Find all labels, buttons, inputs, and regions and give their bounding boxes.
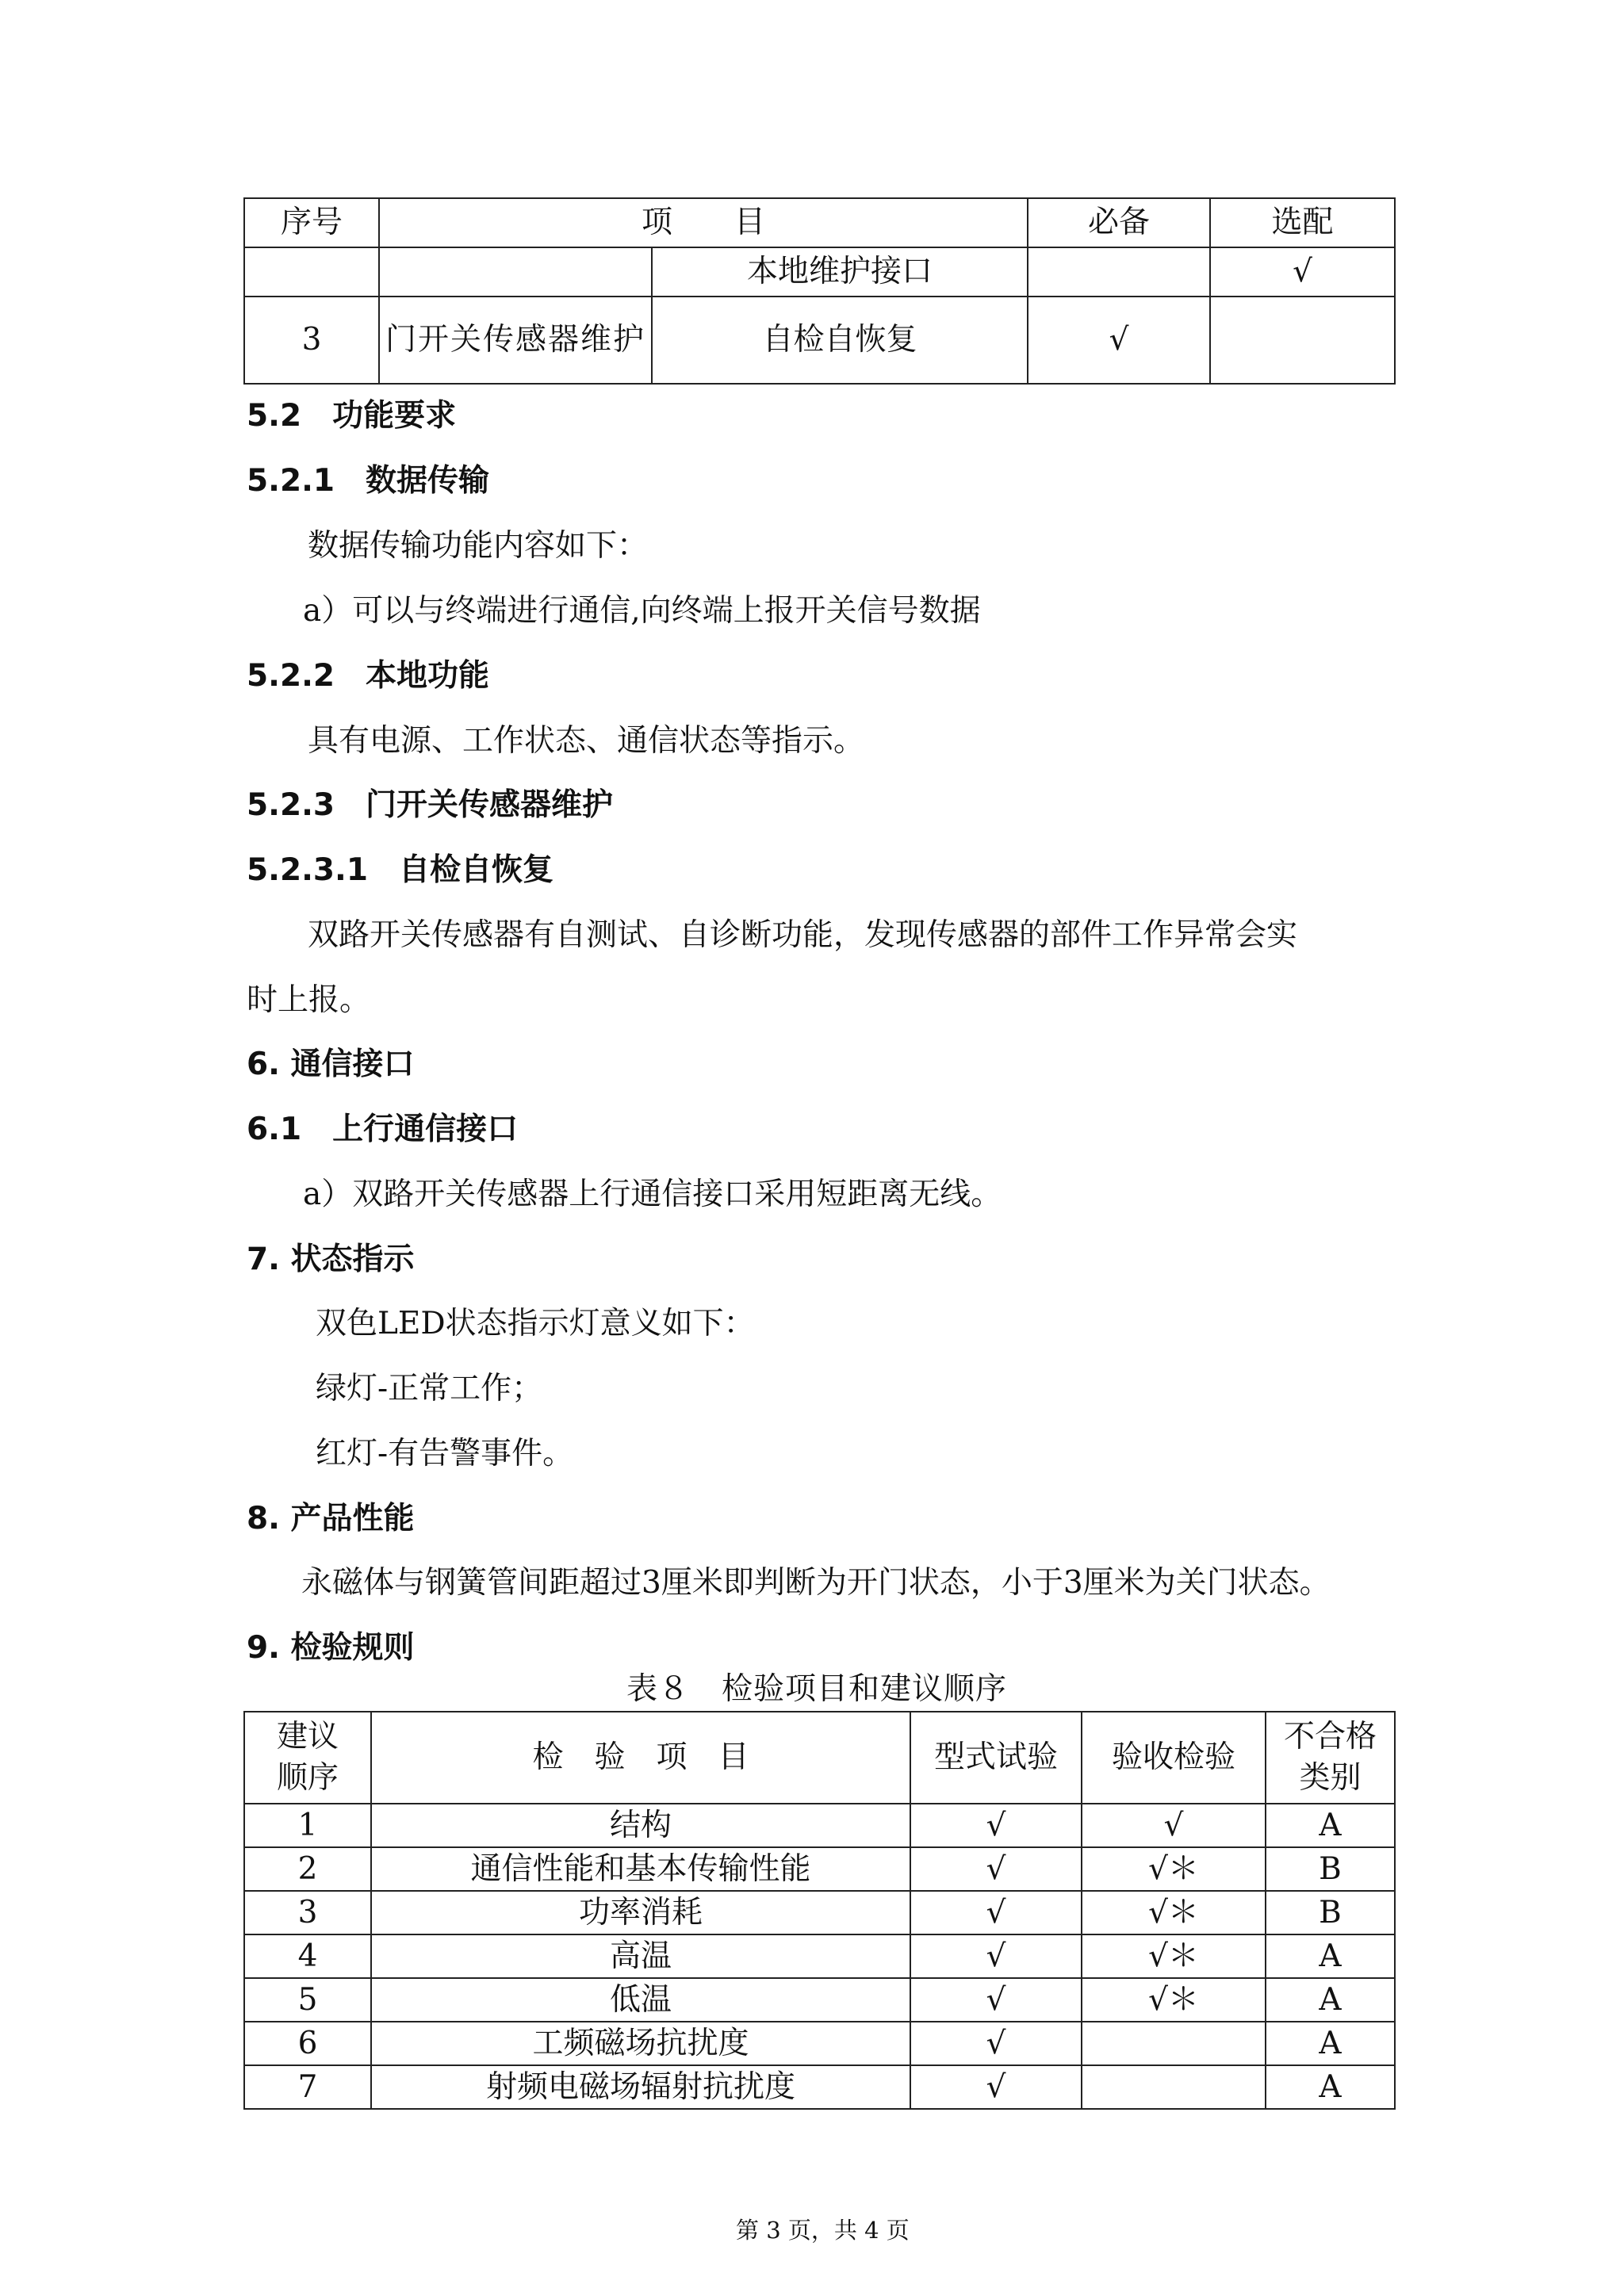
cell-acceptance: √＊ — [1082, 1934, 1266, 1978]
section-heading-5-2-1: 5.2.1 数据传输 — [247, 463, 490, 499]
section-heading-5-2-3: 5.2.3 门开关传感器维护 — [247, 787, 614, 823]
section-heading-6-1: 6.1 上行通信接口 — [247, 1112, 519, 1147]
cell-item: 高温 — [371, 1934, 910, 1978]
paragraph-green-led: 绿灯-正常工作； — [316, 1371, 543, 1406]
cell-item-b: 本地维护接口 — [652, 247, 1028, 297]
table-header-row — [244, 1712, 1395, 1804]
cell-item: 结构 — [371, 1804, 910, 1847]
cell-acceptance: √ — [1082, 1804, 1266, 1847]
paragraph-local-function: 具有电源、工作状态、通信状态等指示。 — [308, 723, 865, 759]
cell-order: 3 — [244, 1891, 371, 1934]
cell-category: B — [1266, 1847, 1395, 1891]
table-row — [244, 1934, 1395, 1978]
cell-category: A — [1266, 2022, 1395, 2065]
paragraph-self-test-line1: 双路开关传感器有自测试、自诊断功能，发现传感器的部件工作异常会实 — [308, 917, 1298, 953]
section-heading-9: 9. 检验规则 — [247, 1630, 415, 1666]
header-no: 序号 — [244, 198, 379, 247]
table-row — [244, 1891, 1395, 1934]
paragraph-performance: 永磁体与钢簧管间距超过3厘米即判断为开门状态，小于3厘米为关门状态。 — [301, 1565, 1331, 1601]
table-row — [244, 1978, 1395, 2022]
cell-type-test: √ — [910, 1804, 1082, 1847]
cell-category: A — [1266, 1804, 1395, 1847]
table-caption: 表８ 检验项目和建议顺序 — [626, 1671, 1008, 1707]
section-heading-5-2: 5.2 功能要求 — [247, 398, 457, 434]
header-item: 检 验 项 目 — [371, 1712, 910, 1804]
cell-no: 3 — [244, 297, 379, 384]
cell-category: A — [1266, 1978, 1395, 2022]
cell-item: 工频磁场抗扰度 — [371, 2022, 910, 2065]
cell-order: 5 — [244, 1978, 371, 2022]
cell-no — [244, 247, 379, 297]
cell-required — [1028, 247, 1210, 297]
section-heading-8: 8. 产品性能 — [247, 1501, 415, 1536]
paragraph-data-transfer-intro: 数据传输功能内容如下： — [308, 528, 649, 564]
cell-item-b: 自检自恢复 — [652, 297, 1028, 384]
header-category — [1266, 1712, 1395, 1804]
cell-order: 6 — [244, 2022, 371, 2065]
header-order-line1: 建议 — [276, 1719, 339, 1755]
section-heading-5-2-2: 5.2.2 本地功能 — [247, 658, 490, 694]
section-heading-7: 7. 状态指示 — [247, 1242, 415, 1277]
cell-item: 射频电磁场辐射抗扰度 — [371, 2065, 910, 2109]
header-type-test: 型式试验 — [910, 1712, 1082, 1804]
cell-acceptance — [1082, 2065, 1266, 2109]
table-row — [244, 1804, 1395, 1847]
section-heading-5-2-3-1: 5.2.3.1 自检自恢复 — [247, 852, 553, 888]
paragraph-self-test-line2: 时上报。 — [247, 982, 371, 1018]
header-acceptance: 验收检验 — [1082, 1712, 1266, 1804]
section-heading-6: 6. 通信接口 — [247, 1047, 415, 1082]
cell-item: 功率消耗 — [371, 1891, 910, 1934]
cell-order: 7 — [244, 2065, 371, 2109]
cell-optional: √ — [1210, 247, 1395, 297]
cell-item: 低温 — [371, 1978, 910, 2022]
cell-category: A — [1266, 2065, 1395, 2109]
cell-category: B — [1266, 1891, 1395, 1934]
cell-acceptance — [1082, 2022, 1266, 2065]
cell-acceptance: √＊ — [1082, 1891, 1266, 1934]
cell-acceptance: √＊ — [1082, 1978, 1266, 2022]
table-row — [244, 1847, 1395, 1891]
list-item-a: a）可以与终端进行通信,向终端上报开关信号数据 — [303, 593, 981, 629]
table-row — [244, 2065, 1395, 2109]
cell-type-test: √ — [910, 1934, 1082, 1978]
table-row — [244, 297, 1395, 384]
inspection-table — [243, 1711, 1396, 2110]
table-row — [244, 2022, 1395, 2065]
list-item-a: a）双路开关传感器上行通信接口采用短距离无线。 — [303, 1177, 1002, 1212]
cell-optional — [1210, 297, 1395, 384]
paragraph-led-intro: 双色LED状态指示灯意义如下： — [316, 1306, 755, 1341]
cell-type-test: √ — [910, 1891, 1082, 1934]
cell-acceptance: √＊ — [1082, 1847, 1266, 1891]
header-item: 项 目 — [379, 198, 1028, 247]
header-required: 必备 — [1028, 198, 1210, 247]
table-header-row — [244, 198, 1395, 247]
cell-type-test: √ — [910, 2022, 1082, 2065]
cell-item-a: 门开关传感器维护 — [379, 297, 652, 384]
cell-order: 2 — [244, 1847, 371, 1891]
header-category-line2: 类别 — [1299, 1760, 1362, 1796]
header-optional: 选配 — [1210, 198, 1395, 247]
cell-type-test: √ — [910, 1847, 1082, 1891]
page-footer: 第 3 页，共 4 页 — [736, 2217, 910, 2244]
cell-type-test: √ — [910, 2065, 1082, 2109]
cell-item: 通信性能和基本传输性能 — [371, 1847, 910, 1891]
header-order-line2: 顺序 — [276, 1760, 339, 1796]
paragraph-red-led: 红灯-有告警事件。 — [316, 1436, 574, 1471]
cell-required: √ — [1028, 297, 1210, 384]
cell-item-a — [379, 247, 652, 297]
header-category-line1: 不合格 — [1283, 1719, 1377, 1755]
table-row — [244, 247, 1395, 297]
cell-order: 1 — [244, 1804, 371, 1847]
cell-order: 4 — [244, 1934, 371, 1978]
header-order — [244, 1712, 371, 1804]
function-items-table — [243, 197, 1396, 385]
cell-type-test: √ — [910, 1978, 1082, 2022]
cell-category: A — [1266, 1934, 1395, 1978]
